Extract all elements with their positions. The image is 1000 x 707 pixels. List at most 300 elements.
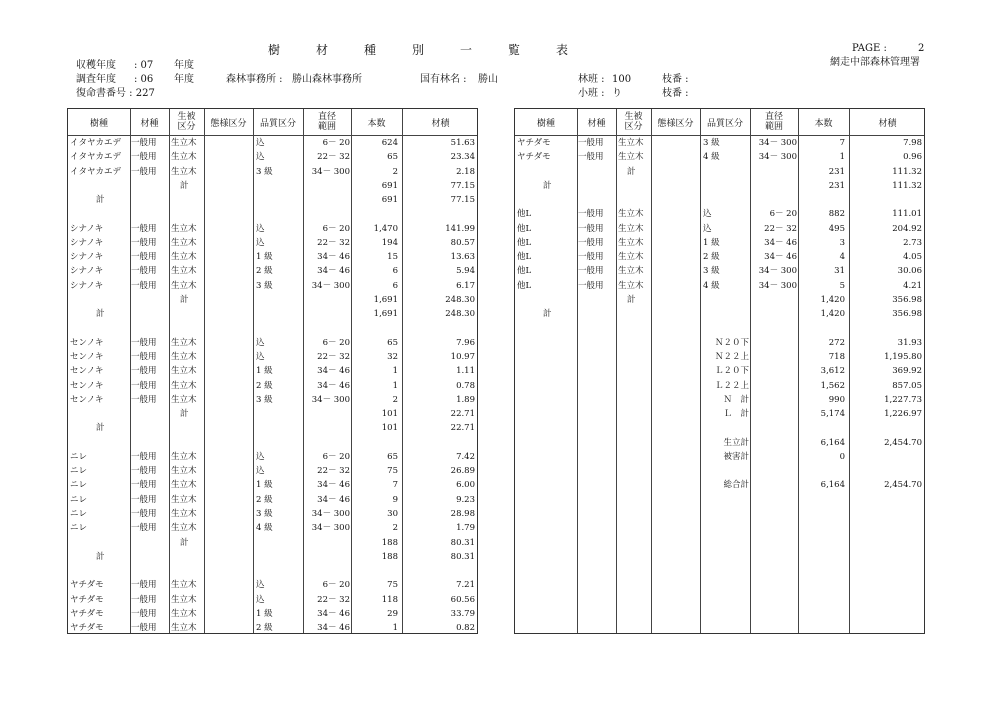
restore-number: 復命書番号 : 227 — [76, 88, 155, 99]
cell-material: 一般用 — [131, 252, 157, 263]
cell-volume: 204.92 — [892, 223, 922, 234]
cell-diameter: 22－ 32 — [764, 223, 797, 234]
cell-diameter: 6－ 20 — [322, 337, 350, 348]
cell-volume: 23.34 — [450, 152, 475, 163]
report-title — [268, 41, 604, 58]
cell-living: 計 — [180, 537, 189, 548]
cell-count: 882 — [828, 209, 845, 220]
cell-material: 一般用 — [131, 608, 157, 619]
cell-material: 一般用 — [131, 352, 157, 363]
cell-species: センノキ — [70, 394, 104, 405]
col-header-volume: 材積 — [431, 119, 450, 129]
cell-living: 生立木 — [171, 466, 197, 477]
cell-living: 生立木 — [618, 237, 644, 248]
cell-living: 生立木 — [171, 280, 197, 291]
cell-quality: Ｎ 計 — [723, 394, 749, 405]
cell-count: 1,691 — [373, 309, 398, 320]
cell-material: 一般用 — [578, 209, 604, 220]
cell-quality: Ｌ 計 — [723, 409, 749, 420]
cell-species: 計 — [96, 551, 105, 562]
cell-material: 一般用 — [131, 523, 157, 534]
cell-living: 生立木 — [171, 494, 197, 505]
cell-diameter: 34－ 300 — [311, 509, 350, 520]
cell-species: 計 — [96, 195, 105, 206]
cell-volume: 0.82 — [456, 623, 475, 634]
cell-count: 6,164 — [820, 437, 845, 448]
cell-quality: 被害計 — [723, 451, 749, 462]
cell-volume: 1,195.80 — [884, 352, 922, 363]
cell-diameter: 34－ 300 — [311, 166, 350, 177]
col-header-living-top: 生被 — [177, 112, 196, 122]
cell-volume: 22.71 — [450, 409, 475, 420]
cell-volume: 2,454.70 — [884, 480, 922, 491]
cell-species: 他L — [517, 280, 532, 291]
edaban-label: 枝番 : — [662, 88, 689, 99]
cell-species: ニレ — [70, 466, 88, 477]
cell-count: 231 — [828, 166, 845, 177]
cell-volume: 4.05 — [903, 252, 922, 263]
cell-count: 691 — [381, 180, 398, 191]
cell-quality: Ｎ２０下 — [714, 337, 749, 348]
cell-volume: 141.99 — [445, 223, 475, 234]
cell-quality: 3 級 — [256, 509, 273, 520]
cell-volume: 2.73 — [903, 237, 922, 248]
cell-living: 生立木 — [171, 352, 197, 363]
cell-living: 生立木 — [171, 266, 197, 277]
cell-count: 1,420 — [820, 294, 845, 305]
cell-volume: 7.98 — [903, 138, 922, 148]
title-char: 種 — [364, 43, 377, 57]
harvest-year-label: 収穫年度 — [76, 60, 116, 71]
cell-material: 一般用 — [131, 380, 157, 391]
cell-material: 一般用 — [131, 580, 157, 591]
cell-quality: 込 — [703, 223, 712, 234]
title-char: 一 — [460, 43, 473, 57]
cell-living: 生立木 — [171, 380, 197, 391]
cell-species: ニレ — [70, 494, 88, 505]
cell-living: 生立木 — [618, 152, 644, 163]
harvest-year-value: : 07 — [134, 60, 154, 71]
cell-species: ヤチダモ — [517, 152, 551, 163]
cell-quality: 2 級 — [703, 252, 720, 263]
cell-species: シナノキ — [70, 252, 104, 263]
cell-volume: 2,454.70 — [884, 437, 922, 448]
cell-living: 計 — [627, 166, 636, 177]
cell-count: 6,164 — [820, 480, 845, 491]
cell-volume: 7.21 — [456, 580, 475, 591]
cell-count: 624 — [381, 138, 398, 148]
cell-material: 一般用 — [131, 480, 157, 491]
cell-living: 生立木 — [171, 337, 197, 348]
title-char: 覧 — [508, 43, 521, 57]
cell-quality: Ｌ２０下 — [714, 366, 749, 377]
cell-material: 一般用 — [578, 237, 604, 248]
cell-material: 一般用 — [131, 138, 157, 148]
cell-volume: 10.97 — [450, 352, 475, 363]
office-name: 網走中部森林管理署 — [830, 57, 920, 68]
cell-diameter: 34－ 300 — [758, 280, 797, 291]
cell-diameter: 34－ 300 — [758, 138, 797, 148]
col-header-volume: 材積 — [878, 119, 897, 129]
col-header-diameter-bottom: 範囲 — [764, 122, 783, 132]
cell-diameter: 34－ 46 — [317, 380, 350, 391]
cell-material: 一般用 — [578, 252, 604, 263]
cell-species: センノキ — [70, 337, 104, 348]
cell-count: 7 — [839, 138, 845, 148]
cell-count: 75 — [387, 580, 398, 591]
cell-diameter: 22－ 32 — [317, 466, 350, 477]
cell-living: 生立木 — [171, 608, 197, 619]
cell-species: 他L — [517, 209, 532, 220]
cell-living: 生立木 — [618, 209, 644, 220]
cell-quality: 3 級 — [256, 394, 273, 405]
cell-count: 15 — [387, 252, 398, 263]
cell-diameter: 34－ 300 — [311, 280, 350, 291]
col-header-living-bottom: 区分 — [177, 122, 196, 132]
cell-material: 一般用 — [131, 366, 157, 377]
cell-living: 計 — [627, 294, 636, 305]
cell-volume: 7.42 — [456, 451, 475, 462]
cell-material: 一般用 — [131, 152, 157, 163]
national-forest-value: 勝山 — [478, 74, 498, 85]
cell-count: 0 — [839, 451, 845, 462]
cell-living: 計 — [180, 409, 189, 420]
title-char: 表 — [556, 43, 569, 57]
cell-quality: 込 — [256, 152, 265, 163]
cell-living: 生立木 — [171, 166, 197, 177]
cell-material: 一般用 — [578, 223, 604, 234]
cell-volume: 248.30 — [445, 294, 475, 305]
cell-material: 一般用 — [131, 451, 157, 462]
cell-volume: 111.01 — [892, 209, 922, 220]
cell-species: 計 — [543, 309, 552, 320]
cell-quality: 込 — [256, 594, 265, 605]
cell-diameter: 34－ 300 — [311, 394, 350, 405]
right-table — [514, 108, 925, 634]
cell-volume: 1,227.73 — [884, 394, 922, 405]
cell-quality: 2 級 — [256, 623, 273, 634]
cell-volume: 13.63 — [450, 252, 475, 263]
cell-quality: 4 級 — [703, 152, 720, 163]
cell-material: 一般用 — [131, 494, 157, 505]
cell-volume: 6.00 — [456, 480, 475, 491]
cell-count: 9 — [392, 494, 398, 505]
left-table — [67, 108, 478, 634]
cell-count: 101 — [381, 423, 398, 434]
cell-volume: 111.32 — [892, 166, 922, 177]
col-header-diameter-top: 直径 — [317, 112, 336, 122]
col-header-living-top: 生被 — [624, 112, 643, 122]
cell-count: 272 — [828, 337, 845, 348]
cell-count: 7 — [392, 480, 398, 491]
cell-quality: 1 級 — [703, 237, 720, 248]
cell-living: 生立木 — [618, 138, 644, 148]
cell-count: 3 — [839, 237, 845, 248]
cell-volume: 5.94 — [456, 266, 475, 277]
cell-count: 1,691 — [373, 294, 398, 305]
cell-count: 990 — [828, 394, 845, 405]
cell-diameter: 34－ 300 — [758, 266, 797, 277]
col-header-count: 本数 — [814, 119, 833, 129]
cell-quality: 4 級 — [703, 280, 720, 291]
shohan-value: り — [612, 88, 622, 99]
cell-living: 生立木 — [171, 594, 197, 605]
cell-count: 31 — [834, 266, 845, 277]
cell-diameter: 6－ 20 — [769, 209, 797, 220]
cell-species: ニレ — [70, 509, 88, 520]
cell-species: 計 — [543, 180, 552, 191]
cell-volume: 1.79 — [456, 523, 475, 534]
forest-office-value: 勝山森林事務所 — [292, 74, 362, 85]
cell-living: 生立木 — [171, 580, 197, 591]
cell-species: シナノキ — [70, 266, 104, 277]
cell-count: 1 — [839, 152, 845, 163]
cell-living: 計 — [180, 180, 189, 191]
cell-living: 生立木 — [171, 152, 197, 163]
cell-material: 一般用 — [131, 466, 157, 477]
cell-quality: 生立計 — [723, 437, 749, 448]
cell-volume: 1.11 — [456, 366, 475, 377]
cell-count: 4 — [839, 252, 845, 263]
cell-living: 生立木 — [171, 509, 197, 520]
cell-quality: 3 級 — [703, 266, 720, 277]
cell-count: 1,470 — [373, 223, 398, 234]
cell-volume: 80.57 — [450, 237, 475, 248]
cell-diameter: 6－ 20 — [322, 451, 350, 462]
cell-quality: 2 級 — [256, 266, 273, 277]
shohan-label: 小班 : — [578, 88, 605, 99]
cell-living: 生立木 — [618, 266, 644, 277]
cell-living: 生立木 — [171, 223, 197, 234]
cell-volume: 22.71 — [450, 423, 475, 434]
col-header-form: 態様区分 — [210, 119, 247, 129]
cell-volume: 9.23 — [456, 494, 475, 505]
cell-quality: 込 — [256, 223, 265, 234]
cell-quality: 3 級 — [256, 166, 273, 177]
cell-species: シナノキ — [70, 237, 104, 248]
cell-living: 生立木 — [171, 366, 197, 377]
col-header-species: 樹種 — [536, 119, 555, 129]
cell-count: 231 — [828, 180, 845, 191]
cell-diameter: 34－ 46 — [317, 252, 350, 263]
cell-volume: 28.98 — [450, 509, 475, 520]
cell-material: 一般用 — [578, 138, 604, 148]
cell-diameter: 6－ 20 — [322, 138, 350, 148]
cell-species: イタヤカエデ — [70, 166, 122, 177]
cell-count: 1 — [392, 380, 398, 391]
cell-volume: 80.31 — [450, 537, 475, 548]
cell-living: 生立木 — [618, 280, 644, 291]
cell-species: 計 — [96, 423, 105, 434]
cell-diameter: 34－ 46 — [764, 252, 797, 263]
cell-species: イタヤカエデ — [70, 138, 122, 148]
cell-count: 718 — [828, 352, 845, 363]
survey-year-unit: 年度 — [174, 74, 194, 85]
cell-quality: 2 級 — [256, 380, 273, 391]
cell-living: 生立木 — [171, 237, 197, 248]
col-header-material: 材種 — [140, 119, 159, 129]
cell-volume: 51.63 — [450, 138, 475, 148]
cell-quality: 1 級 — [256, 480, 273, 491]
cell-material: 一般用 — [131, 237, 157, 248]
col-header-count: 本数 — [367, 119, 386, 129]
cell-volume: 7.96 — [456, 337, 475, 348]
cell-count: 2 — [392, 166, 398, 177]
cell-material: 一般用 — [131, 280, 157, 291]
cell-quality: 3 級 — [256, 280, 273, 291]
cell-count: 30 — [387, 509, 398, 520]
cell-living: 生立木 — [171, 451, 197, 462]
cell-species: イタヤカエデ — [70, 152, 122, 163]
cell-quality: 4 級 — [256, 523, 273, 534]
cell-count: 3,612 — [820, 366, 845, 377]
cell-species: ヤチダモ — [70, 594, 104, 605]
cell-quality: 込 — [256, 237, 265, 248]
cell-count: 29 — [387, 608, 398, 619]
cell-count: 691 — [381, 195, 398, 206]
cell-living: 生立木 — [171, 252, 197, 263]
cell-quality: Ｎ２２上 — [714, 352, 749, 363]
cell-living: 計 — [180, 294, 189, 305]
cell-diameter: 34－ 46 — [317, 480, 350, 491]
cell-diameter: 6－ 20 — [322, 580, 350, 591]
cell-species: 他L — [517, 252, 532, 263]
cell-volume: 248.30 — [445, 309, 475, 320]
cell-living: 生立木 — [171, 523, 197, 534]
cell-living: 生立木 — [618, 252, 644, 263]
cell-diameter: 34－ 46 — [317, 266, 350, 277]
cell-count: 65 — [387, 152, 398, 163]
cell-diameter: 6－ 20 — [322, 223, 350, 234]
cell-species: ヤチダモ — [70, 580, 104, 591]
cell-diameter: 22－ 32 — [317, 237, 350, 248]
survey-year-label: 調査年度 — [76, 74, 116, 85]
cell-volume: 80.31 — [450, 551, 475, 562]
forest-office-label: 森林事務所 : — [226, 74, 283, 85]
cell-count: 6 — [392, 280, 398, 291]
cell-volume: 31.93 — [897, 337, 922, 348]
cell-material: 一般用 — [578, 152, 604, 163]
cell-volume: 6.17 — [456, 280, 475, 291]
cell-diameter: 22－ 32 — [317, 352, 350, 363]
cell-count: 188 — [381, 551, 398, 562]
title-char: 樹 — [268, 43, 281, 57]
cell-material: 一般用 — [131, 166, 157, 177]
cell-count: 65 — [387, 337, 398, 348]
cell-volume: 30.06 — [897, 266, 922, 277]
cell-species: ニレ — [70, 451, 88, 462]
cell-quality: 1 級 — [256, 366, 273, 377]
cell-count: 1 — [392, 623, 398, 634]
cell-count: 32 — [387, 352, 398, 363]
cell-quality: 総合計 — [723, 480, 749, 491]
cell-diameter: 34－ 300 — [758, 152, 797, 163]
cell-volume: 356.98 — [892, 294, 922, 305]
cell-living: 生立木 — [171, 480, 197, 491]
cell-volume: 111.32 — [892, 180, 922, 191]
cell-volume: 33.79 — [450, 608, 475, 619]
cell-diameter: 34－ 46 — [317, 494, 350, 505]
cell-material: 一般用 — [578, 280, 604, 291]
col-header-species: 樹種 — [89, 119, 108, 129]
cell-species: ヤチダモ — [70, 623, 104, 634]
col-header-diameter-top: 直径 — [764, 112, 783, 122]
cell-count: 5 — [839, 280, 845, 291]
cell-count: 1,420 — [820, 309, 845, 320]
cell-quality: 込 — [256, 466, 265, 477]
cell-diameter: 22－ 32 — [317, 152, 350, 163]
cell-count: 5,174 — [820, 409, 845, 420]
cell-volume: 77.15 — [450, 180, 475, 191]
cell-count: 495 — [828, 223, 845, 234]
national-forest-label: 国有林名 : — [420, 74, 467, 85]
cell-diameter: 22－ 32 — [317, 594, 350, 605]
cell-volume: 60.56 — [450, 594, 475, 605]
col-header-quality: 品質区分 — [706, 119, 743, 129]
cell-living: 生立木 — [618, 223, 644, 234]
rinpan-value: 100 — [612, 74, 632, 85]
cell-species: ヤチダモ — [70, 608, 104, 619]
edaban-label: 枝番 : — [662, 74, 689, 85]
cell-quality: Ｌ２２上 — [714, 380, 749, 391]
cell-diameter: 34－ 46 — [764, 237, 797, 248]
col-header-form: 態様区分 — [657, 119, 694, 129]
cell-count: 101 — [381, 409, 398, 420]
cell-count: 194 — [381, 237, 398, 248]
cell-count: 65 — [387, 451, 398, 462]
cell-volume: 77.15 — [450, 195, 475, 206]
cell-volume: 0.96 — [903, 152, 922, 163]
cell-count: 188 — [381, 537, 398, 548]
col-header-living-bottom: 区分 — [624, 122, 643, 132]
cell-species: ニレ — [70, 480, 88, 491]
page-label: PAGE : — [852, 43, 887, 54]
cell-count: 6 — [392, 266, 398, 277]
cell-diameter: 34－ 300 — [311, 523, 350, 534]
cell-count: 1 — [392, 366, 398, 377]
cell-living: 生立木 — [171, 138, 197, 148]
col-header-quality: 品質区分 — [259, 119, 296, 129]
cell-volume: 2.18 — [456, 166, 475, 177]
cell-species: シナノキ — [70, 223, 104, 234]
cell-quality: 込 — [256, 451, 265, 462]
cell-living: 生立木 — [171, 623, 197, 634]
cell-quality: 込 — [256, 580, 265, 591]
cell-material: 一般用 — [131, 394, 157, 405]
cell-species: 計 — [96, 309, 105, 320]
cell-species: センノキ — [70, 366, 104, 377]
cell-volume: 26.89 — [450, 466, 475, 477]
cell-quality: 込 — [256, 337, 265, 348]
cell-count: 2 — [392, 523, 398, 534]
cell-species: 他L — [517, 223, 532, 234]
cell-count: 75 — [387, 466, 398, 477]
cell-material: 一般用 — [131, 223, 157, 234]
cell-volume: 1,226.97 — [884, 409, 922, 420]
harvest-year-unit: 年度 — [174, 60, 194, 71]
cell-count: 118 — [381, 594, 398, 605]
survey-year-value: : 06 — [134, 74, 154, 85]
cell-species: ヤチダモ — [517, 138, 551, 148]
cell-living: 生立木 — [171, 394, 197, 405]
cell-material: 一般用 — [131, 337, 157, 348]
cell-volume: 857.05 — [892, 380, 922, 391]
cell-material: 一般用 — [131, 594, 157, 605]
title-char: 別 — [412, 43, 425, 57]
cell-material: 一般用 — [131, 623, 157, 634]
cell-diameter: 34－ 46 — [317, 608, 350, 619]
col-header-material: 材種 — [587, 119, 606, 129]
